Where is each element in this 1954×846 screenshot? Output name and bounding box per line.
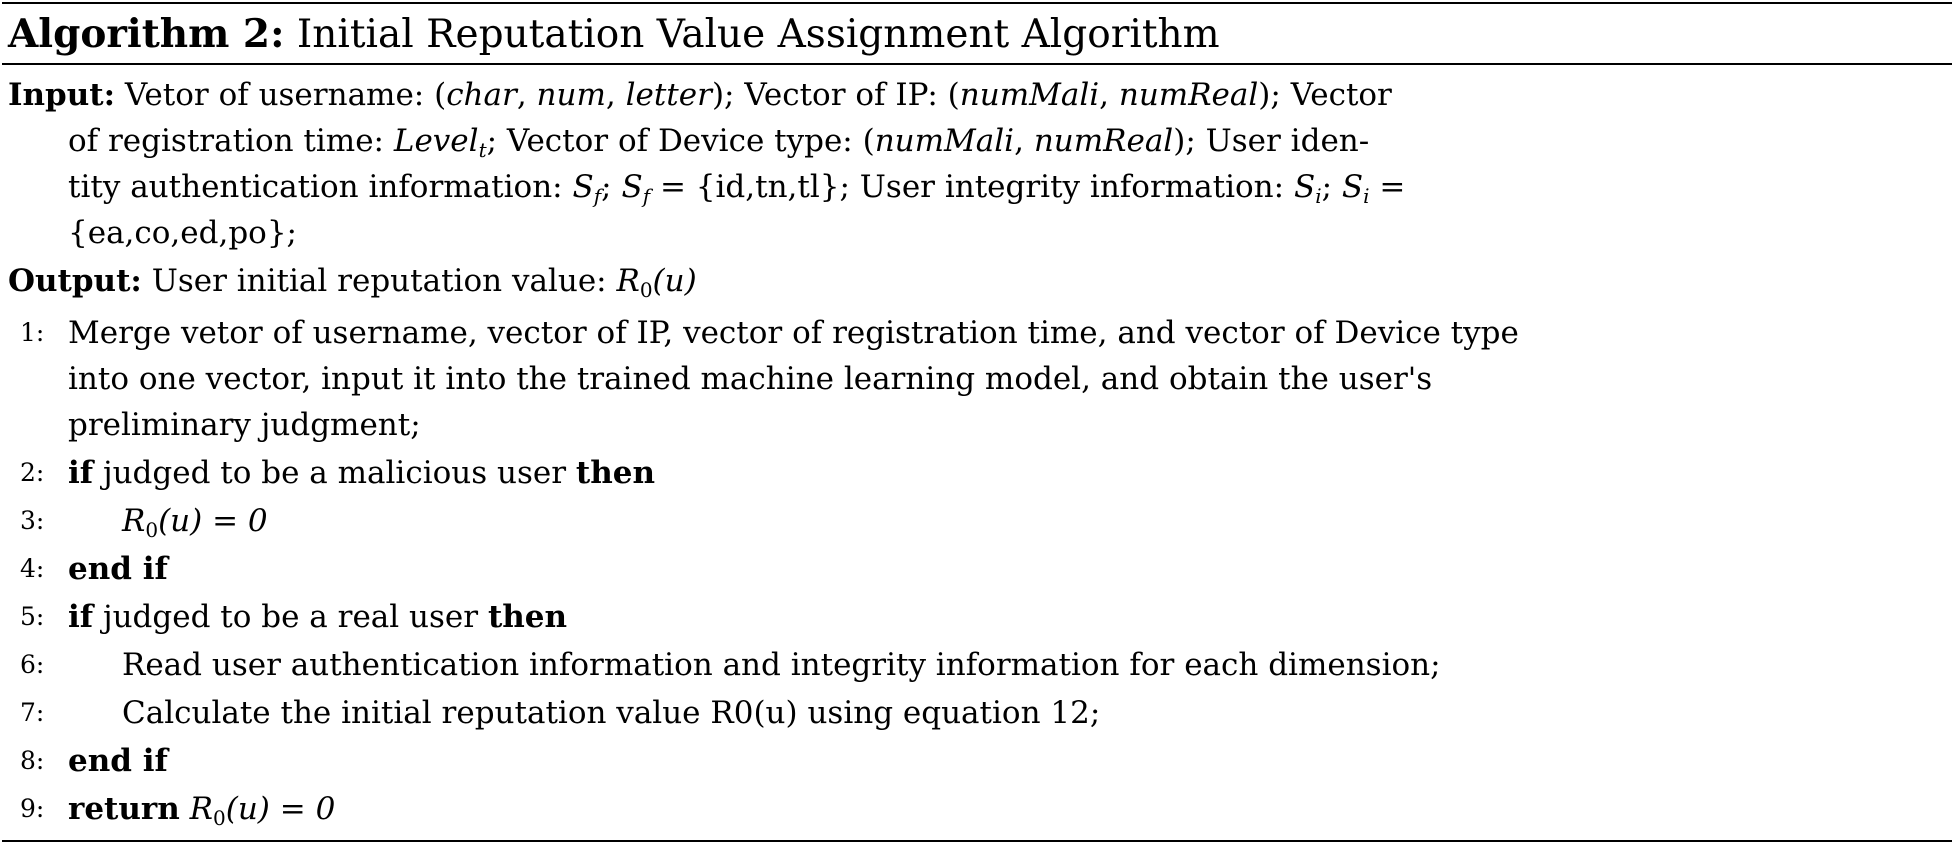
input-text: ; Vector of Device type: (: [486, 123, 875, 159]
input-math: char: [446, 77, 517, 113]
input-line-1: [8, 72, 1392, 118]
algorithm-title: [8, 6, 1220, 63]
step-1-line-1: Merge vetor of username, vector of IP, vector of registration time, and vector of Device type: [68, 315, 1519, 351]
input-text: ); Vector: [1258, 77, 1392, 113]
input-text: =: [1369, 169, 1406, 205]
input-text: ); Vector of IP: (: [711, 77, 960, 113]
input-math: numMali: [874, 123, 1015, 159]
algorithm-name: Initial Reputation Value Assignment Algorithm: [296, 12, 1220, 57]
step-number: 4:: [20, 554, 45, 583]
step-number: 1:: [20, 318, 45, 347]
input-text: ,: [1099, 77, 1119, 113]
step-9: [68, 786, 335, 832]
input-math: S: [1293, 169, 1316, 205]
input-label: Input:: [8, 77, 116, 113]
bottom-rule: [2, 840, 1952, 842]
input-text: ); User iden-: [1173, 123, 1370, 159]
top-rule: [2, 2, 1952, 4]
input-text: ,: [516, 77, 537, 113]
input-text: of registration time:: [68, 123, 394, 159]
step-1-line-3: preliminary judgment;: [68, 407, 421, 443]
step-1-line-2: into one vector, input it into the trained machine learning model, and obtain the user's: [68, 361, 1433, 397]
keyword-end-if: end if: [68, 551, 168, 587]
input-text: = {id,tn,tl}; User integrity information:: [650, 169, 1294, 205]
input-math: num: [536, 77, 606, 113]
step-math: R: [189, 791, 213, 827]
step-number: 5:: [20, 602, 45, 631]
input-math: S: [1341, 169, 1364, 205]
step-number: 3:: [20, 506, 45, 535]
step-math: (u) = 0: [158, 503, 268, 539]
step-math-sub: 0: [145, 518, 159, 542]
input-text: ;: [1321, 169, 1342, 205]
algorithm-label: Algorithm 2:: [8, 11, 285, 57]
input-math-sub: i: [1315, 184, 1322, 208]
step-math: R: [122, 503, 146, 539]
input-text: ;: [601, 169, 622, 205]
input-math: letter: [625, 77, 712, 113]
output-math-sub: 0: [639, 278, 653, 302]
input-math: numReal: [1118, 77, 1259, 113]
input-math-sub: t: [478, 138, 487, 162]
output-label: Output:: [8, 263, 142, 299]
step-6: Read user authentication information and integrity information for each dimension;: [122, 647, 1441, 683]
input-math: S: [572, 169, 594, 205]
output-line: [8, 258, 697, 304]
step-text: judged to be a real user: [93, 599, 488, 635]
step-5: [68, 594, 567, 640]
step-3: [122, 498, 268, 544]
step-2: [68, 450, 655, 496]
step-math-sub: 0: [213, 806, 226, 830]
keyword-return: return: [68, 791, 180, 827]
output-math: R: [616, 263, 640, 299]
algorithm-box: [2, 0, 1952, 844]
output-text: User initial reputation value:: [151, 263, 617, 299]
output-math: (u): [652, 263, 697, 299]
step-number: 7:: [20, 698, 45, 727]
input-math: numReal: [1033, 123, 1174, 159]
keyword-then: then: [487, 599, 568, 635]
keyword-then: then: [575, 455, 656, 491]
input-text: {ea,co,ed,po};: [68, 215, 298, 251]
input-math: numMali: [959, 77, 1100, 113]
input-math: S: [621, 169, 643, 205]
title-rule: [2, 63, 1952, 65]
step-4: [68, 546, 168, 592]
input-math-sub: f: [642, 184, 651, 208]
input-math: Level: [393, 123, 479, 159]
input-text: Vetor of username: (: [124, 77, 447, 113]
input-text: tity authentication information:: [68, 169, 573, 205]
keyword-end-if: end if: [68, 743, 168, 779]
input-math-sub: f: [593, 184, 602, 208]
input-line-2: [68, 118, 1369, 164]
input-line-3: [68, 164, 1405, 210]
step-number: 9:: [20, 794, 45, 823]
step-number: 2:: [20, 458, 45, 487]
step-text: judged to be a malicious user: [93, 455, 576, 491]
step-number: 6:: [20, 650, 45, 679]
keyword-if: if: [68, 455, 94, 491]
input-line-4: [68, 210, 297, 256]
step-8: [68, 738, 168, 784]
step-number: 8:: [20, 746, 45, 775]
input-text: ,: [605, 77, 626, 113]
input-math-sub: i: [1363, 184, 1370, 208]
step-math: (u) = 0: [225, 791, 336, 827]
step-7: Calculate the initial reputation value R0(u) using equation 12;: [122, 695, 1101, 731]
keyword-if: if: [68, 599, 94, 635]
input-text: ,: [1014, 123, 1034, 159]
